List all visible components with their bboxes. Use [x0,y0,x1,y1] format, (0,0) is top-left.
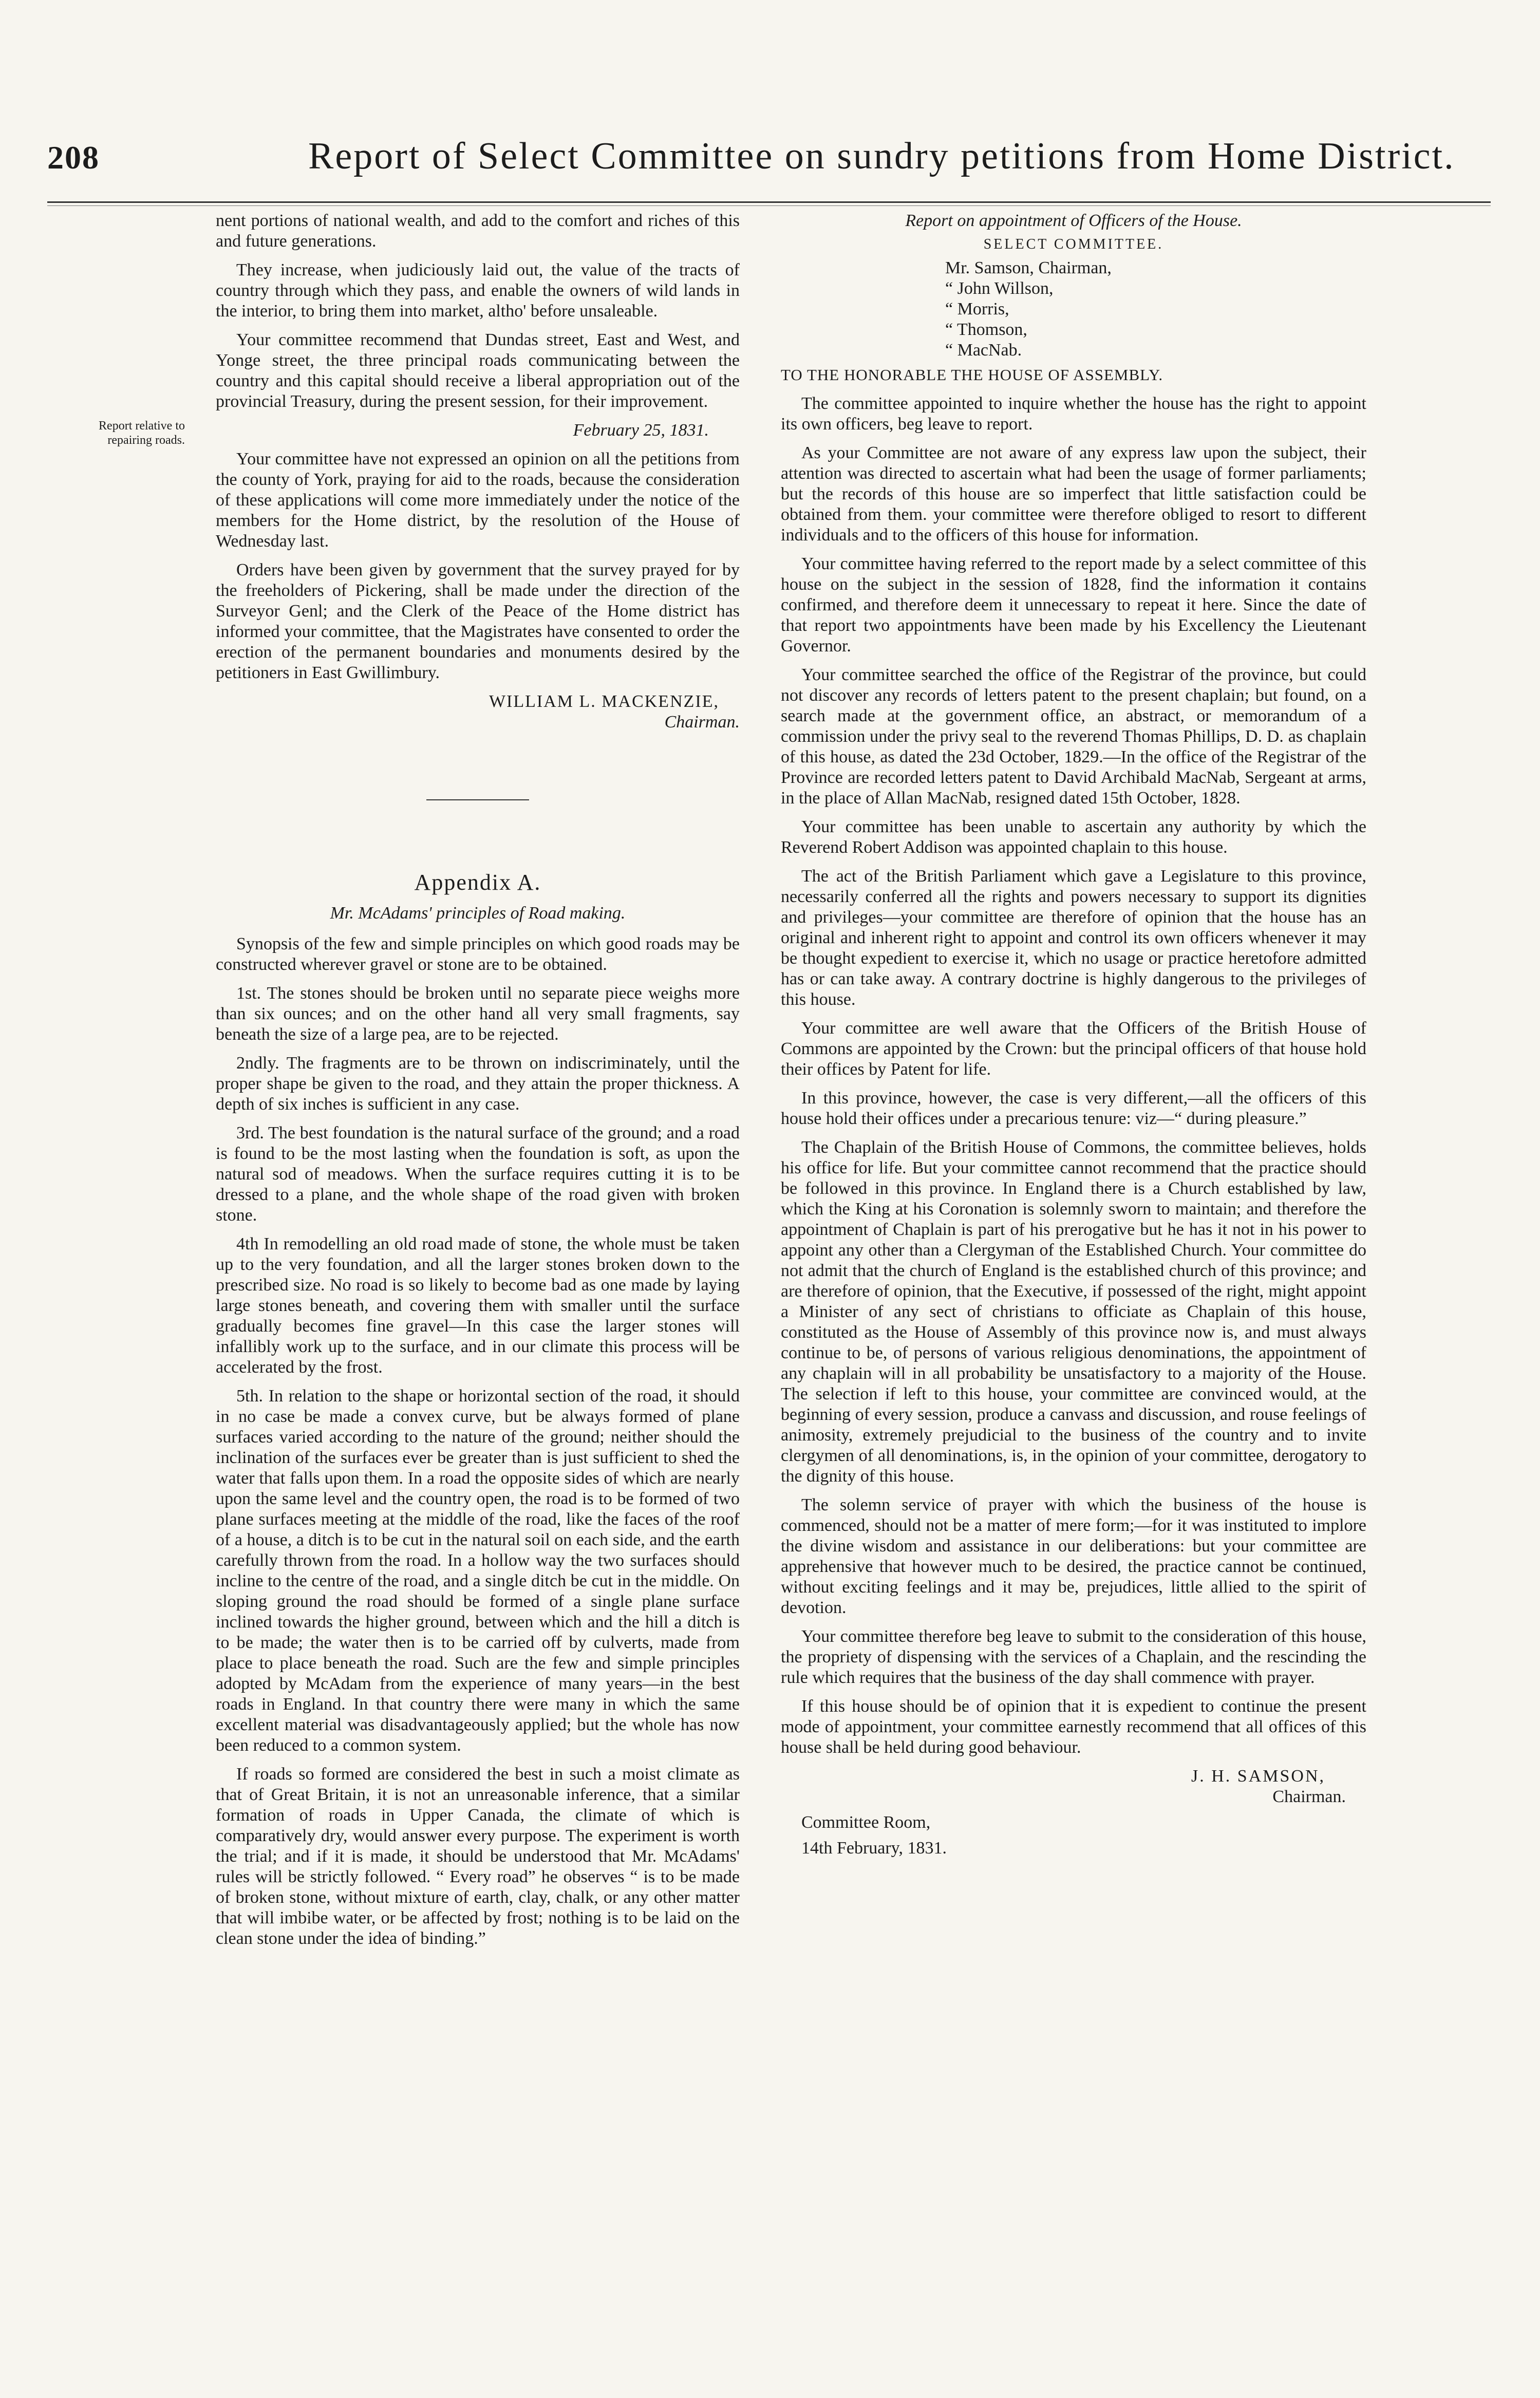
margin-note: Report relative to repairing roads. [99,419,185,447]
paragraph: The committee appointed to inquire whether the house has the right to appoint its own officers, beg leave to report. [781,394,1366,434]
member: “ Morris, [945,299,1009,319]
paragraph: Your committee have not expressed an opinion on all the petitions from the county of York, praying for aid to the roads, because the consideration of these applications will come more immediately under the notice of the members for the Home district, by the resolution of the House of Wednesday last. [216,449,740,551]
running-title: Report of Select Committee on sundry petitions from Home District. [308,135,1455,177]
signature: WILLIAM L. MACKENZIE, [489,692,719,711]
paragraph: 5th. In relation to the shape or horizontal section of the road, it should in no case be made a convex curve, but be always formed of plane surfaces varied according to the nature of the ground; neither should the inclination of the surfaces ever be greater than is just sufficient to shed the water that falls upon them. In a road the opposite sides of which are nearly upon the same level and the country open, the road is to be formed of two plane surfaces meeting at the middle of the road, like the faces of the roof of a house, a ditch is to be cut in the natural soil on each side, and the earth carefully thrown from the road. In a hollow way the two surfaces should incline to the centre of the road, and a single ditch be cut in the middle. On sloping ground the road should be formed of a single plane surface inclined towards the higher ground, between which and the hill a ditch is to be made; the water then is to be carried off by culverts, made from place to place beneath the road. Such are the few and simple principles adopted by McAdam from the experience of many years—in the best roads in England. In that country there were many in which the same excellent material was disadvantageously applied; but the whole has now been reduced to a common system. [216,1387,740,1755]
left-column [216,211,740,1957]
member: “ MacNab. [945,341,1022,360]
address: TO THE HONORABLE THE HOUSE OF ASSEMBLY. [781,366,1163,384]
member: “ Thomson, [945,320,1027,339]
section-separator [426,799,529,800]
appendix-title: Appendix A. [414,870,541,895]
header-rule [47,201,1491,206]
paragraph: 3rd. The best foundation is the natural surface of the ground; and a road is found to be the most lasting when the foundation is soft, as upon the natural sod of meadows. When the surface requires cutting it is to be dressed to a plane, and the whole shape of the road given with broken stone. [216,1123,740,1225]
right-column [781,211,1366,1859]
signature-title: Chairman. [664,713,740,732]
paragraph: Orders have been given by government that the survey prayed for by the freeholders of Pickering, shall be made under the direction of the Surveyor Genl; and the Clerk of the Peace of the Home district has informed your committee, that the Magistrates have consented to order the erection of the permanent boundaries and monuments desired by the petitioners in East Gwillimbury. [216,560,740,682]
paragraph: The act of the British Parliament which gave a Legislature to this province, necessarily conferred all the rights and powers necessary to support its dignities and privileges—your committee are therefore of opinion that the house has an original and inherent right to appoint and control its own officers whenever it may be thought expedient to exercise it, which no usage or practice heretofore admitted has or can take away. A contrary doctrine is highly dangerous to the privileges of this house. [781,867,1366,1009]
member: “ John Willson, [945,279,1054,298]
page-number: 208 [47,139,100,176]
paragraph: 4th In remodelling an old road made of stone, the whole must be taken up to the very foundation, and all the larger stones broken down to the prescribed size. No road is so likely to become bad as one made by laying large stones beneath, and covering them with smaller until the surface gradually becomes fine gravel—In this case the larger stones will infallibly work up to the surface, and in our climate this process will be accelerated by the frost. [216,1234,740,1377]
committee-label: SELECT COMMITTEE. [983,236,1164,252]
paragraph: 2ndly. The fragments are to be thrown on indiscriminately, until the proper shape be given to the road, and they attain the proper thickness. A depth of six inches is sufficient in any case. [216,1054,740,1114]
paragraph: Synopsis of the few and simple principles on which good roads may be constructed wherever gravel or stone are to be obtained. [216,934,740,974]
paragraph: In this province, however, the case is very different,—all the officers of this house hold their offices under a precarious tenure: viz—“ during pleasure.” [781,1089,1366,1128]
appendix-subtitle: Mr. McAdams' principles of Road making. [330,904,626,923]
signature-title: Chairman. [1272,1787,1346,1806]
paragraph: Your committee having referred to the report made by a select committee of this house on the subject in the session of 1828, find the information it contains confirmed, and therefore deem it unnecessary to repeat it here. Since the date of that report two appointments have been made by his Excellency the Lieutenant Governor. [781,554,1366,655]
paragraph: If this house should be of opinion that it is expedient to continue the present mode of appointment, your committee earnestly recommend that all offices of this house shall be held during good behaviour. [781,1697,1366,1757]
report-date: February 25, 1831. [573,421,709,440]
paragraph: Your committee searched the office of the Registrar of the province, but could not discover any records of letters patent to the present chaplain; but found, on a search made at the government office, an abstract, or memorandum of a commission under the privy seal to the reverend Thomas Phillips, D. D. as chaplain of this house, as dated the 23d October, 1829.—In the office of the Registrar of the Province are recorded letters patent to David Archibald MacNab, Sergeant at arms, in the place of Allan MacNab, resigned dated 15th October, 1828. [781,665,1366,808]
paragraph: They increase, when judiciously laid out, the value of the tracts of country through which they pass, and enable the owners of wild lands in the interior, to bring them into market, altho' before unsaleable. [216,260,740,321]
paragraph: As your Committee are not aware of any express law upon the subject, their attention was directed to ascertain what had been the usage of former parliaments; but the records of this house are so imperfect that little satisfaction could be obtained from them. your committee were therefore obliged to resort to different individuals and to the officers of this house for information. [781,443,1366,545]
paragraph: Your committee are well aware that the Officers of the British House of Commons are appointed by the Crown: but the principal officers of that house hold their offices by Patent for life. [781,1019,1366,1079]
member: Mr. Samson, Chairman, [945,258,1112,277]
paragraph: nent portions of national wealth, and add to the comfort and riches of this and future generations. [216,211,740,251]
committee-date: 14th February, 1831. [801,1839,947,1858]
paragraph: If roads so formed are considered the best in such a moist climate as that of Great Britain, it is not an unreasonable inference, that a similar formation of roads in Upper Canada, the climate of which is comparatively dry, would answer every purpose. The experiment is worth the trial; and if it is made, it should be understood that Mr. McAdams' rules will be strictly followed. “ Every road” he observes “ is to be made of broken stone, without mixture of earth, clay, chalk, or any other matter that will imbibe water, or be affected by frost; nothing is to be laid on the clean stone under the idea of binding.” [216,1765,740,1948]
report-title: Report on appointment of Officers of the House. [905,211,1242,230]
paragraph: 1st. The stones should be broken until no separate piece weighs more than six ounces; and on the other hand all very small fragments, say beneath the size of a large pea, are to be rejected. [216,984,740,1044]
paragraph: Your committee therefore beg leave to submit to the consideration of this house, the propriety of dispensing with the services of a Chaplain, and the rescinding the rule which requires that the business of the day shall commence with prayer. [781,1627,1366,1687]
paragraph: The Chaplain of the British House of Commons, the committee believes, holds his office for life. But your committee cannot recommend that the practice should be followed in this province. In England there is a Church established by law, which the King at his Coronation is solemnly sworn to maintain; and therefore the appointment of Chaplain is part of his prerogative but he has it not in his power to appoint any other than a Clergyman of the Established Church. Your committee do not admit that the church of England is the established church of this province; and are therefore of opinion, that the Executive, if possessed of the right, might appoint a Minister of any sect of christians to officiate as Chaplain of this house, constituted as the House of Assembly of this province now is, and must always continue to be, of persons of various religious denominations, the appointment of any chaplain will in all probability be unsatisfactory to a majority of the House. The selection if left to this house, your committee are convinced would, at the beginning of every session, produce a canvass and discussion, and rouse feelings of animosity, extremely prejudicial to the business of the country and to invite clergymen of all denominations, is, in the opinion of your committee, derogatory to the dignity of this house. [781,1138,1366,1486]
paragraph: The solemn service of prayer with which the business of the house is commenced, should not be a matter of mere form;—for it was instituted to implore the divine wisdom and assistance in our deliberations: but your committee are apprehensive that however much to be desired, the practice cannot be continued, without exciting feelings and it may be, prejudices, little allied to the spirit of devotion. [781,1495,1366,1617]
paragraph: Your committee has been unable to ascertain any authority by which the Reverend Robert Addison was appointed chaplain to this house. [781,817,1366,857]
committee-room: Committee Room, [801,1813,931,1832]
paragraph: Your committee recommend that Dundas street, East and West, and Yonge street, the three principal roads communicating between the country and this capital should receive a liberal appropriation out of the provincial Treasury, during the present session, for their improvement. [216,330,740,411]
signature: J. H. SAMSON, [1191,1767,1325,1786]
